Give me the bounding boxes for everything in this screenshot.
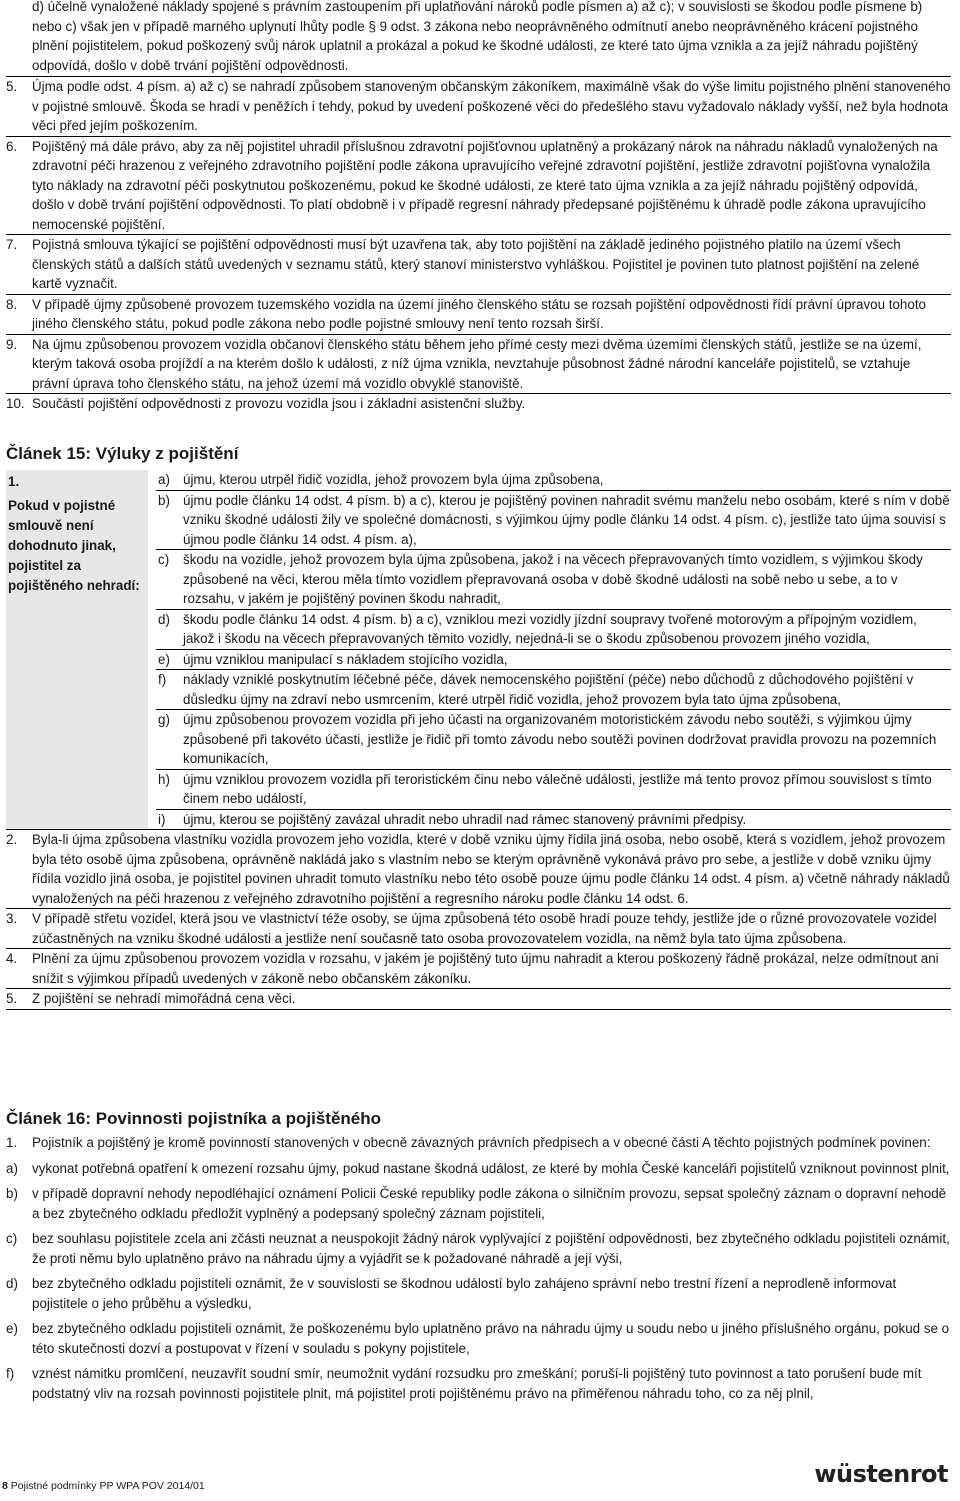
article-14-continuation bbox=[6, 0, 951, 414]
exclusions-table bbox=[6, 470, 951, 830]
list-item: g) újmu způsobenou provozem vozidla při jeho účasti na organizovaném motoristickém závodu nebo soutěži, s výjimkou újmy způsobené při takovéto účasti, jestliže je řidič při tomto závodu nebo soutěži povinen dodržovat pravidla provozu na pozemních komunikacích, bbox=[156, 710, 951, 770]
list-item: 2. Byla-li újma způsobena vlastníku vozidla provozem jeho vozidla, které v době vzniku újmy řídila jiná osoba, nebo osobě, která s vozidlem, jehož provozem byla této osobě újma způsobena, oprávněně nakládá jako s vlastním nebo se kterým oprávněně vykonává právo pro sebe, a jestliže v době vzniku újmy řídila vozidlo jiná osoba, je pojistitel povinen uhradit tomuto vlastníku nebo této osobě pouze újmu podle článku 14 odst. 4 písm. a) včetně náhrady nákladů vynaložených na péči hrazenou z veřejného zdravotního pojištění a regresního nároku podle článku 14 odst. 6. bbox=[6, 830, 951, 909]
list-item: a) vykonat potřebná opatření k omezení rozsahu újmy, pokud nastane škodná událost, ze které by mohla České kanceláři pojistitelů vzniknout povinnost plnit, bbox=[6, 1160, 950, 1176]
list-item: 5. Újma podle odst. 4 písm. a) až c) se nahradí způsobem stanoveným občanským zákoníkem, maximálně však do výše limitu pojistného plnění stanoveného v pojistné smlouvě. Škoda se hradí v peněžích i tehdy, pokud by uvedení poškozené věci do předešlého stavu vyžadovalo náklady vyšší, než byla hodnota věci před jejím poškozením. bbox=[6, 77, 951, 137]
list-item: a) újmu, kterou utrpěl řidič vozidla, jehož provozem byla újma způsobena, bbox=[156, 470, 951, 491]
article-16 bbox=[6, 1133, 951, 1403]
list-item: i) újmu, kterou se pojištěný zavázal uhradit nebo uhradil nad rámec stanovený právními předpisy. bbox=[158, 811, 747, 827]
paragraph-4d: d) účelně vynaložené náklady spojené s právním zastoupením při uplatňování nároků podle písmen a) až c); v souvislosti se škodou podle písmene b) nebo c) však jen v případě marného uplynutí lhůty podle § 9 odst. 3 zákona nebo neoprávněného odmítnutí anebo neoprávněného krácení pojistného plnění pojistitelem, pokud poškozený svůj nárok uplatnil a prokázal a pokud ke škodné události, ze které tato újma vznikla a za jejíž náhradu pojištěný odpovídá, došlo v době trvání pojištění odpovědnosti. bbox=[6, 0, 951, 77]
footer-text: Pojistné podmínky PP WPA POV 2014/01 bbox=[10, 1480, 205, 1492]
list-item: 3. V případě střetu vozidel, která jsou ve vlastnictví téže osoby, se újma způsobená této osobě hradí pouze tehdy, jestliže jde o různé provozovatele vozidel zúčastněných na vzniku škodné události a jestliže není současně tato osoba provozovatelem vozidla, na němž byla tato újma způsobena. bbox=[6, 909, 951, 949]
article-16-heading: Článek 16: Povinnosti pojistníka a pojištěného bbox=[6, 1109, 382, 1128]
list-item: c) škodu na vozidle, jehož provozem byla újma způsobena, jakož i na věcech přepravovaných tímto vozidlem, s výjimkou škody způsobené na věci, kterou měla tímto vozidlem přepravovaná osoba v době škodné události na sobě nebo u sebe, a to v rozsahu, v jakém je pojištěný povinen škodu nahradit, bbox=[156, 550, 951, 610]
page-footer bbox=[2, 1477, 205, 1497]
list-item: 7. Pojistná smlouva týkající se pojištění odpovědnosti musí být uzavřena tak, aby toto pojištění na základě jediného pojistného platilo na území všech členských států a dalších států uvedených v seznamu států, který stanoví ministerstvo vyhláškou. Pojistitel je povinen tuto platnost pojištění na zelené kartě vyznačit. bbox=[6, 235, 951, 295]
wustenrot-logo: wüstenrot bbox=[814, 1460, 948, 1488]
list-item: b) újmu podle článku 14 odst. 4 písm. b) a c), kterou je pojištěný povinen nahradit svému manželu nebo osobám, které s ním v době vzniku škodné události žily ve společné domácnosti, s výjimkou újmy podle článku 14 odst. 4 písm. c), jestliže tato újma souvisí s újmou podle článku 14 odst. 4 písm. a), bbox=[156, 491, 951, 551]
list-item: d) bez zbytečného odkladu pojistiteli oznámit, že v souvislosti se škodnou událostí bylo zahájeno správní nebo trestní řízení a neprodleně informovat pojistitele o jeho průběhu a výsledku, bbox=[6, 1276, 897, 1311]
list-item: 4. Plnění za újmu způsobenou provozem vozidla v rozsahu, v jakém je pojištěný tuto újmu nahradit a kterou poškozený řádně prokázal, nelze odmítnout ani snížit s výjimkou případů uvedených v zákoně nebo občanském zákoníku. bbox=[6, 949, 951, 989]
list-item: e) bez zbytečného odkladu pojistiteli oznámit, že poškozenému bylo uplatněno právo na náhradu újmy u soudu nebo u jiného příslušného orgánu, pokud se o této skutečnosti dozví a postupovat v řízení v souladu s pokyny pojistitele, bbox=[6, 1321, 950, 1356]
exclusions-list bbox=[148, 470, 951, 829]
article-15 bbox=[6, 470, 951, 1010]
list-item: b) v případě dopravní nehody nepodléhající oznámení Policii České republiky podle zákona o silničním provozu, sepsat společný záznam o dopravní nehodě a bez zbytečného odkladu předložit vyplněný a podepsaný společný záznam pojistiteli, bbox=[6, 1186, 947, 1221]
list-item: 8. V případě újmy způsobené provozem tuzemského vozidla na území jiného členského státu se rozsah pojištění odpovědnosti řídí právní úpravou tohoto jiného členského státu, pokud podle zákona nebo podle pojistné smlouvy není tento rozsah širší. bbox=[6, 295, 951, 335]
list-item: 10. Součástí pojištění odpovědnosti z provozu vozidla jsou i základní asistenční služby. bbox=[6, 396, 526, 411]
page-number: 8 bbox=[2, 1480, 8, 1492]
list-item: f) náklady vzniklé poskytnutím léčebné péče, dávek nemocenského pojištění (péče) nebo důchodů z důchodového pojištění v důsledku újmy na zdraví nebo usmrcením, které utrpěl řidič vozidla, jehož provozem byla tato újma způsobena, bbox=[156, 670, 951, 710]
list-item: 9. Na újmu způsobenou provozem vozidla občanovi členského státu během jeho přímé cesty mezi dvěma územími členských států, jestliže se na území, kterým taková osoba projíždí a na kterém došlo k události, z níž újma vznikla, nevztahuje působnost žádné národní kanceláře pojistitelů, se vztahuje právní úprava toho členského státu, na jehož území má vozidlo obvyklé stanoviště. bbox=[6, 335, 951, 395]
list-item: f) vznést námitku promlčení, neuzavřít soudní smír, neumožnit vydání rozsudku pro zmeškání; poruší-li pojištěný tuto povinnost a tato porušení bude mít podstatný vliv na rozsah povinnosti pojistitele plnit, má pojistitel proti pojištěnému právo na přiměřenou náhradu toho, co za něj plnil, bbox=[6, 1366, 922, 1401]
article-15-heading: Článek 15: Výluky z pojištění bbox=[6, 444, 239, 463]
list-item: c) bez souhlasu pojistitele zcela ani zčásti neuznat a neuspokojit žádný nárok vyplývající z pojištění odpovědnosti, bez zbytečného odkladu pojistiteli oznámit, že proti němu bylo uplatněno právo na náhradu újmy a vyjádřit se k požadované náhradě a její výši, bbox=[6, 1231, 950, 1266]
list-item: 1. Pojistník a pojištěný je kromě povinností stanovených v obecně závazných právních předpisech a v obecné části A těchto pojistných podmínek povinen: bbox=[6, 1135, 931, 1150]
list-item: h) újmu vzniklou provozem vozidla při teroristickém činu nebo válečné události, jestliže má tento provoz přímou souvislost s tímto činem nebo událostí, bbox=[156, 770, 951, 810]
list-item: d) škodu podle článku 14 odst. 4 písm. b) a c), vzniklou mezi vozidly jízdní soupravy tvořené motorovým a přípojným vozidlem, jakož i škodu na věcech přepravovaných těmito vozidly, nejedná-li se o škodu způsobenou provozem jiného vozidla, bbox=[156, 610, 951, 650]
list-item: 6. Pojištěný má dále právo, aby za něj pojistitel uhradil příslušnou zdravotní pojišťovnou uplatněný a prokázaný nárok na náhradu nákladů vynaložených na zdravotní péči hrazenou z veřejného zdravotního pojištění podle zákona upravujícího veřejné zdravotní pojištění, jestliže zdravotní pojišťovna vynaložila tyto náklady na zdravotní péči poskytnutou poškozenému, pokud ke škodné události, ze které tato újma vznikla a za jejíž náhradu pojištěný odpovídá, došlo v době trvání pojištění odpovědnosti. To platí obdobně i v případě regresní náhrady předepsané pojištěnému k úhradě podle zákona upravujícího nemocenské pojištění. bbox=[6, 137, 951, 236]
list-item: e) újmu vzniklou manipulací s nákladem stojícího vozidla, bbox=[156, 650, 951, 671]
exclusions-label: 1. Pokud v pojistné smlouvě není dohodnuto jinak, pojistitel za pojištěného nehradí: bbox=[6, 470, 148, 829]
list-item: 5. Z pojištění se nehradí mimořádná cena věci. bbox=[6, 989, 951, 1010]
